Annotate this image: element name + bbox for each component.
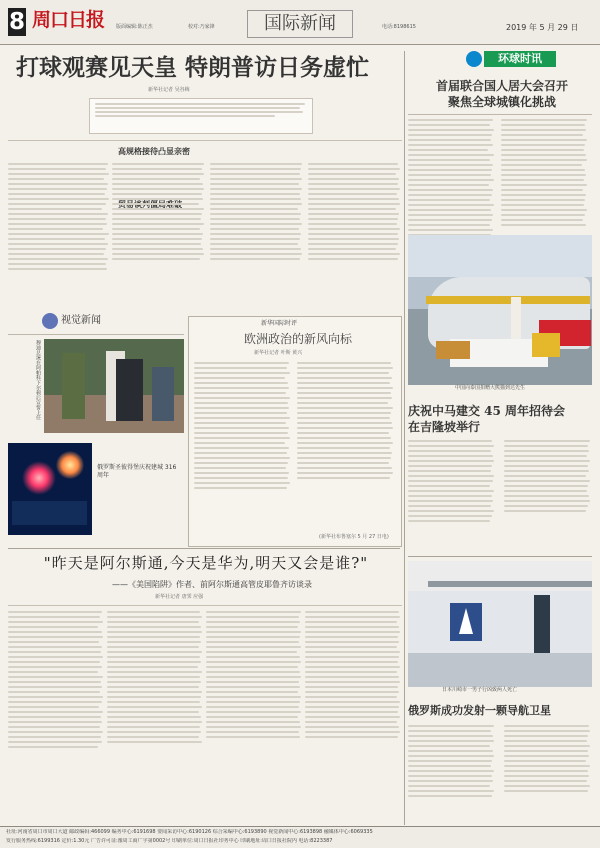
- vision-tag: 视觉新闻: [61, 315, 101, 326]
- satellite-news: [408, 704, 592, 826]
- commentary-title: 欧洲政治的新风向标: [243, 332, 352, 346]
- section-title: 国际新闻: [247, 10, 353, 38]
- footer-line-2: 发行服务热线:6199316 定价:1.30元 广告许可证:豫周工商广字第0002号 印刷单位:周口日报社印务中心 印刷地址:周口日报社院内 电话:8223387: [6, 838, 333, 844]
- globe-icon: [466, 51, 482, 67]
- feature-title: "昨天是阿尔斯通,今天是华为,明天又会是谁?": [43, 554, 369, 572]
- feature-subtitle: ——《美国陷阱》作者、前阿尔斯通高管皮耶鲁齐访谈录: [112, 580, 312, 589]
- page-number: 8: [8, 9, 25, 35]
- feature-interview: [8, 553, 402, 830]
- commentary-tag: 新华国际时评: [261, 320, 298, 327]
- issue-date: 2019 年 5 月 29 日: [506, 23, 579, 32]
- newspaper-logo: 周口日报: [32, 9, 105, 31]
- environment-title: 首届联合国人居大会召开 聚焦全球城镇化挑战: [435, 79, 568, 109]
- review-label: 校对:乃家锋: [188, 24, 215, 30]
- fireworks-photo: [8, 443, 92, 535]
- page-header: [0, 0, 600, 44]
- china-malaysia-title: 庆祝中马建交 45 周年招待会 在吉隆坡举行: [408, 404, 566, 434]
- commentary-byline: 新华社记者 叶斯 黄兴: [254, 350, 303, 356]
- japan-caption: 日本川崎市一男子行凶致两人死亡: [442, 687, 518, 693]
- section-tag-environment: 环球时讯: [484, 51, 556, 67]
- china-malaysia-news: [408, 403, 592, 553]
- vision-section: [8, 313, 184, 545]
- vision-tag-icon: [42, 313, 58, 329]
- commentary-source: (新华社布鲁塞尔 5 月 27 日电): [319, 534, 389, 540]
- satellite-title: 俄罗斯成功发射一颗导航卫星: [408, 704, 551, 717]
- lead-subtitle-1: 高规格接待凸显亲密: [118, 147, 190, 156]
- lead-byline: 新华社记者 吴谷梅: [148, 87, 190, 93]
- feature-byline: 新华社记者 唐霁 应强: [155, 594, 204, 600]
- page-footer: [0, 826, 600, 848]
- vision-caption-2: 俄罗斯圣彼得堡庆祝建城 316 周年: [97, 464, 177, 479]
- aircraft-caption: 中国向泰国捐赠大熊猫到达先生: [455, 385, 526, 391]
- lead-title: 打球观赛见天皇 特朗普访日务虚忙: [16, 54, 370, 81]
- lead-story: [8, 51, 402, 304]
- editor-label: 版面编辑:陈正杰: [116, 24, 153, 30]
- vision-caption-1: 穆迪总统在阿帕科下尔顿后宣誓上任: [35, 340, 41, 420]
- phone-label: 电话:8198615: [382, 24, 416, 30]
- japan-photo: [408, 561, 592, 687]
- aircraft-photo: [408, 235, 592, 385]
- footer-line-1: 社址:河南省周口市周口大道 邮政编码:466099 编务中心:6191698 要闻采访中心:6190126 综合采编中心:6193890 视觉新闻中心:6193898 融媒体中心:6069335: [6, 829, 373, 835]
- inauguration-photo: [44, 339, 184, 433]
- commentary-box: [188, 316, 402, 547]
